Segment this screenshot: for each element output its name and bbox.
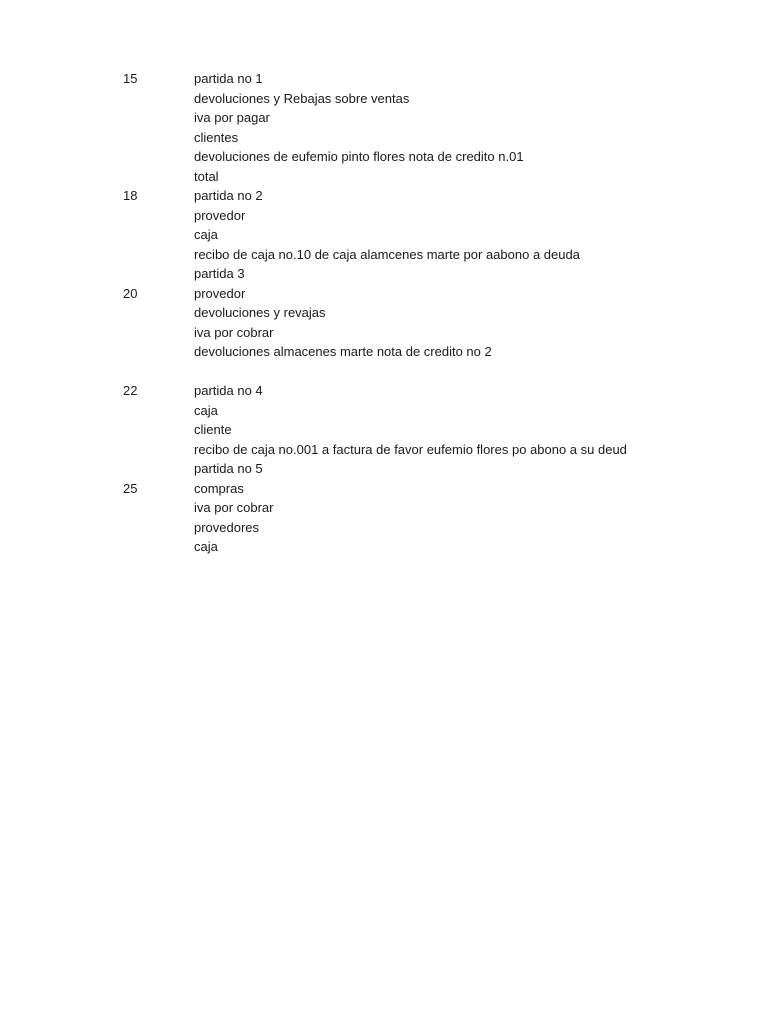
entry-cell: devoluciones y revajas <box>194 305 326 320</box>
ledger-row <box>0 303 768 323</box>
entry-cell: caja <box>194 539 218 554</box>
ledger-row <box>0 498 768 518</box>
entry-cell: partida no 2 <box>194 188 263 203</box>
entry-cell: iva por cobrar <box>194 500 274 515</box>
day-cell: 22 <box>123 383 138 398</box>
entry-cell: clientes <box>194 129 239 145</box>
ledger-row <box>0 381 768 401</box>
entry-cell: total <box>194 168 219 184</box>
entry-cell: devoluciones almacenes marte nota de credito no 2 <box>194 344 492 359</box>
entry-cell: devoluciones de eufemio pinto flores nota de credito n.01 <box>194 149 524 164</box>
ledger-row <box>0 128 768 148</box>
entry-cell: compras <box>194 480 244 496</box>
ledger-row <box>0 518 768 538</box>
ledger-row <box>0 167 768 187</box>
day-cell: 15 <box>123 71 138 86</box>
entry-cell: caja <box>194 402 218 418</box>
entry-cell: partida no 4 <box>194 383 263 398</box>
ledger-row <box>0 245 768 265</box>
ledger-row <box>0 264 768 284</box>
ledger-row <box>0 420 768 440</box>
ledger-row <box>0 479 768 499</box>
ledger-row <box>0 284 768 304</box>
day-cell: 25 <box>123 480 138 496</box>
entry-cell: caja <box>194 227 218 242</box>
entry-cell: recibo de caja no.10 de caja alamcenes marte por aabono a deuda <box>194 246 580 262</box>
ledger-row <box>0 69 768 89</box>
entry-cell: devoluciones y Rebajas sobre ventas <box>194 90 410 106</box>
ledger-row <box>0 401 768 421</box>
entry-cell: iva por pagar <box>194 110 270 125</box>
ledger-row <box>0 186 768 206</box>
ledger-row <box>0 342 768 362</box>
ledger-row <box>0 147 768 167</box>
entry-cell: recibo de caja no.001 a factura de favor eufemio flores po abono a su deud <box>194 441 627 457</box>
ledger-row <box>0 537 768 557</box>
entry-cell: partida no 1 <box>194 71 263 86</box>
ledger-row <box>0 323 768 343</box>
ledger-row <box>0 89 768 109</box>
day-cell: 20 <box>123 285 138 301</box>
day-cell: 18 <box>123 188 138 203</box>
entry-cell: cliente <box>194 422 232 437</box>
entry-cell: partida 3 <box>194 266 245 281</box>
ledger-row <box>0 206 768 226</box>
entry-cell: provedor <box>194 285 246 301</box>
ledger-rows <box>0 69 768 557</box>
ledger-row <box>0 225 768 245</box>
ledger-row <box>0 440 768 460</box>
entry-cell: partida no 5 <box>194 461 263 476</box>
ledger-row <box>0 459 768 479</box>
ledger-row <box>0 108 768 128</box>
entry-cell: provedores <box>194 519 260 535</box>
entry-cell: provedor <box>194 207 246 223</box>
entry-cell: iva por cobrar <box>194 324 274 340</box>
ledger-row-empty <box>0 362 768 382</box>
